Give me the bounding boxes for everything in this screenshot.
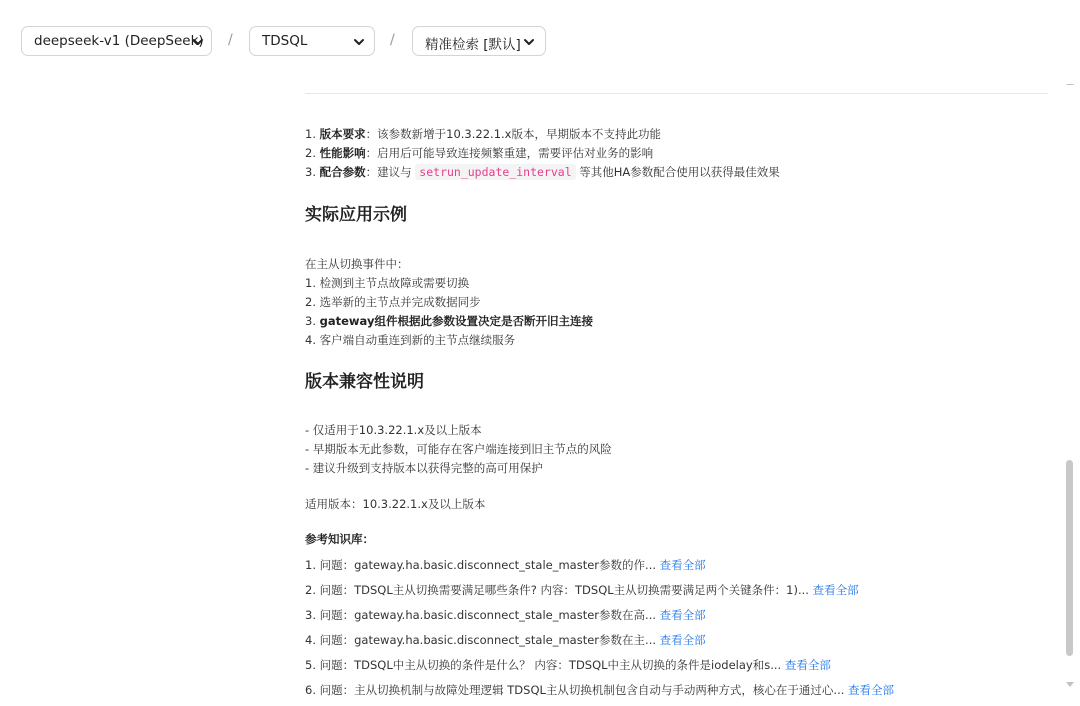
list-item: - 建议升级到支持版本以获得完整的高可用保护 bbox=[305, 461, 543, 475]
model-select-value: deepseek-v1 (DeepSeek) bbox=[34, 33, 204, 49]
view-all-link[interactable]: 查看全部 bbox=[848, 683, 895, 697]
kb-ref-item: 6. 问题：主从切换机制与故障处理逻辑 TDSQL主从切换机制包含自动与手动两种方式，核心在于通过心... 查看全部 bbox=[305, 683, 895, 697]
scrollbar[interactable] bbox=[1060, 84, 1080, 692]
list-item: - 早期版本无此参数，可能存在客户端连接到旧主节点的风险 bbox=[305, 442, 612, 456]
view-all-link[interactable]: 查看全部 bbox=[659, 608, 706, 622]
list-item: 4. 客户端自动重连到新的主节点继续服务 bbox=[305, 333, 516, 347]
kb-ref-item: 3. 问题：gateway.ha.basic.disconnect_stale_master参数在高... 查看全部 bbox=[305, 608, 706, 622]
divider bbox=[305, 93, 1048, 94]
view-all-link[interactable]: 查看全部 bbox=[812, 583, 859, 597]
note-item: 3. 配合参数：建议与 setrun_update_interval 等其他HA参数配合使用以获得最佳效果 bbox=[305, 165, 780, 179]
list-item: 3. gateway组件根据此参数设置决定是否断开旧主连接 bbox=[305, 314, 593, 328]
list-item: 1. 检测到主节点故障或需要切换 bbox=[305, 276, 470, 290]
view-all-link[interactable]: 查看全部 bbox=[659, 633, 706, 647]
note-item: 2. 性能影响：启用后可能导致连接频繁重建，需要评估对业务的影响 bbox=[305, 146, 654, 160]
list-item: - 仅适用于10.3.22.1.x及以上版本 bbox=[305, 423, 482, 437]
model-select[interactable] bbox=[21, 26, 212, 56]
chevron-down-icon bbox=[192, 37, 204, 47]
kb-ref-item: 1. 问题：gateway.ha.basic.disconnect_stale_master参数的作... 查看全部 bbox=[305, 558, 706, 572]
section-heading: 版本兼容性说明 bbox=[305, 372, 424, 392]
section-intro: 在主从切换事件中： bbox=[305, 257, 409, 271]
selector-bar bbox=[0, 0, 1080, 84]
kb-ref-item: 4. 问题：gateway.ha.basic.disconnect_stale_master参数在主... 查看全部 bbox=[305, 633, 706, 647]
database-select-value: TDSQL bbox=[262, 33, 308, 49]
inline-code: setrun_update_interval bbox=[415, 164, 575, 180]
scrollbar-thumb[interactable] bbox=[1066, 460, 1073, 656]
search-mode-select-value: 精准检索 [默认] bbox=[425, 37, 521, 53]
view-all-link[interactable]: 查看全部 bbox=[784, 658, 831, 672]
scroll-down-arrow-icon[interactable] bbox=[1066, 682, 1074, 687]
view-all-link[interactable]: 查看全部 bbox=[659, 558, 706, 572]
database-select[interactable] bbox=[249, 26, 375, 56]
search-mode-select[interactable] bbox=[412, 26, 546, 56]
separator: / bbox=[390, 32, 395, 48]
list-item: 2. 选举新的主节点并完成数据同步 bbox=[305, 295, 481, 309]
separator: / bbox=[228, 32, 233, 48]
chevron-down-icon bbox=[353, 37, 365, 47]
applicable-version: 适用版本：10.3.22.1.x及以上版本 bbox=[305, 497, 486, 511]
kb-title: 参考知识库： bbox=[305, 532, 374, 546]
section-heading: 实际应用示例 bbox=[305, 205, 407, 225]
chevron-down-icon bbox=[523, 37, 535, 47]
kb-ref-item: 2. 问题：TDSQL主从切换需要满足哪些条件? 内容：TDSQL主从切换需要满足两个关键条件：1)... 查看全部 bbox=[305, 583, 859, 597]
answer-content[interactable] bbox=[0, 84, 1060, 697]
note-item: 1. 版本要求：该参数新增于10.3.22.1.x版本，早期版本不支持此功能 bbox=[305, 127, 661, 141]
kb-ref-item: 5. 问题：TDSQL中主从切换的条件是什么？ 内容：TDSQL中主从切换的条件是iodelay和s... 查看全部 bbox=[305, 658, 831, 672]
